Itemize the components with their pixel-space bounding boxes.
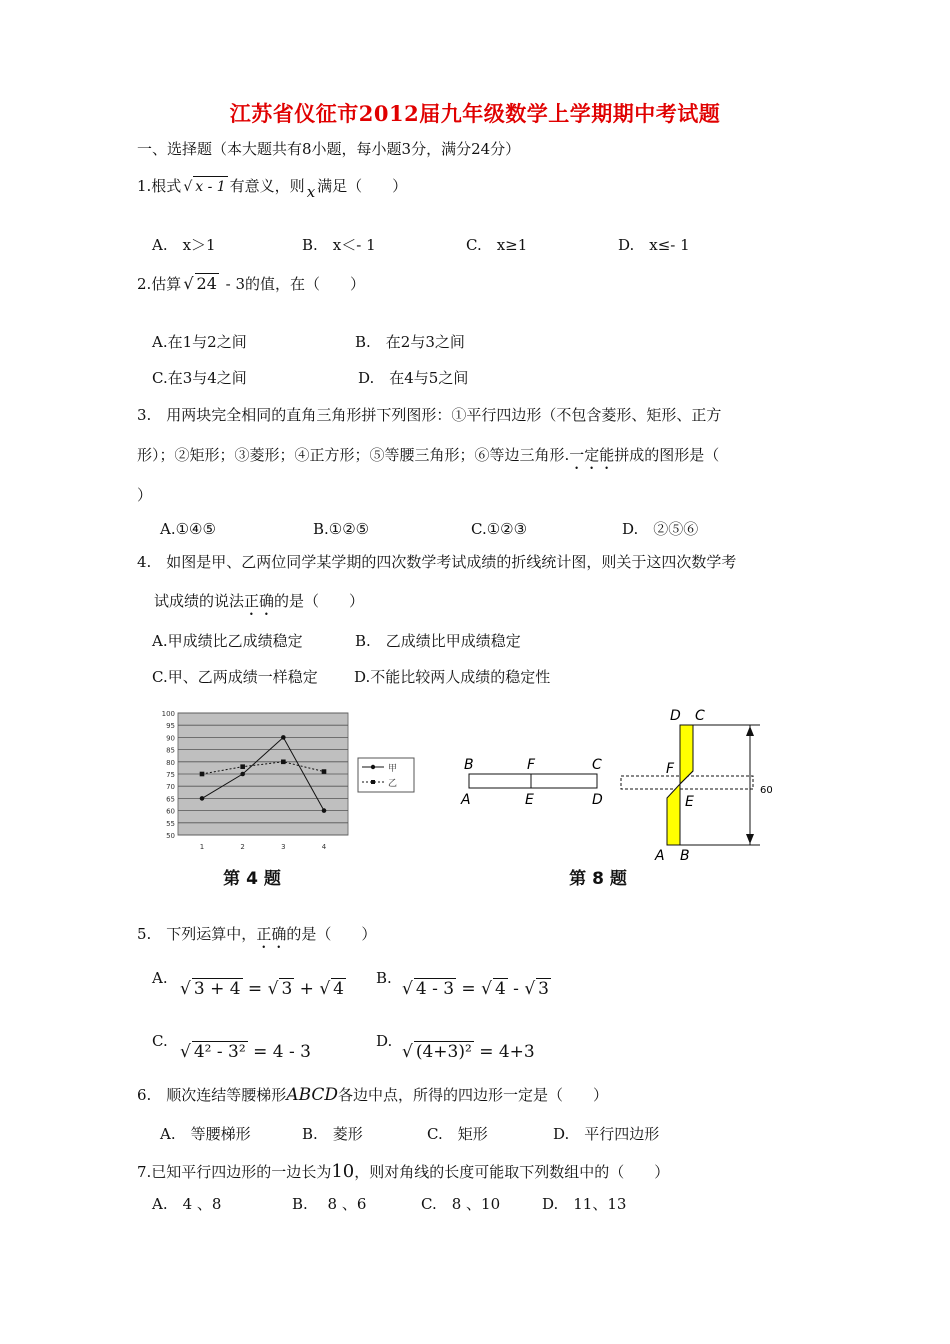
q3-emphasis: 一定能 (569, 446, 615, 464)
q3-option-b: B.①②⑤ (313, 520, 370, 538)
q4-option-c: C.甲、乙两成绩一样稳定 (152, 668, 318, 686)
q6-option-d: D. 平行四边形 (553, 1125, 660, 1143)
q5-a-plus: + (294, 979, 320, 999)
q1-option-b: B. x＜- 1 (302, 236, 376, 254)
q7-stem-post: ，则对角线的长度可能取下列数组中的（ ） (354, 1163, 670, 1181)
q7-option-a: A. 4 、8 (152, 1195, 222, 1213)
q5-b-eq: = (456, 979, 482, 999)
folded-strip (667, 725, 693, 845)
q1-var: x (306, 183, 316, 201)
q5-a-radical1: √ 3 + 4 (180, 979, 241, 999)
x-tick-label: 3 (281, 843, 286, 851)
dashed-strip (621, 776, 753, 789)
y-tick-label: 70 (166, 783, 175, 792)
q3-line2-pre: 形）；②矩形；③菱形；④正方形；⑤等腰三角形；⑥等边三角形. (137, 446, 570, 464)
q3-option-c: C.①②③ (471, 520, 528, 538)
q3-option-d: D. ②⑤⑥ (622, 520, 699, 538)
q5-b-radical3: √ 3 (524, 979, 549, 999)
q3-line2 (137, 445, 719, 473)
q5-a-radicand3: 4 (333, 979, 344, 999)
label-a-left: A (461, 792, 471, 808)
q5-b-radicand3: 3 (538, 979, 549, 999)
dim-value: 60 (760, 785, 773, 796)
data-point-jia (281, 735, 286, 740)
y-tick-labels (162, 710, 175, 840)
q5-b-radicand2: 4 (494, 979, 506, 999)
data-point-yi (322, 769, 327, 774)
y-tick-label: 60 (166, 807, 175, 816)
q5-d-radicand: (4+3)² (415, 1042, 472, 1062)
label-c-right: C (695, 708, 705, 724)
y-tick-label: 65 (166, 795, 175, 804)
y-tick-label: 95 (166, 722, 175, 731)
label-a-right: A (655, 848, 665, 864)
legend-marker-jia (371, 765, 375, 769)
q2-radical: √ 24 (183, 274, 217, 293)
q3-line3: ） (137, 486, 153, 504)
q1-option-c: C. x≥1 (466, 236, 528, 254)
x-tick-label: 4 (321, 843, 327, 851)
label-b-right: B (680, 848, 690, 864)
q5-option-c-label: C. (152, 1032, 168, 1050)
q1-stem (137, 176, 408, 201)
q3-line1: 3. 用两块完全相同的直角三角形拼下列图形：①平行四边形（不包含菱形、矩形、正方 (137, 406, 722, 424)
y-tick-label: 50 (166, 832, 175, 840)
q2-radicand: 24 (196, 274, 217, 293)
label-c-left: C (592, 757, 602, 773)
fig8-diagram (450, 705, 790, 890)
q5-a-radical2: √ 3 (267, 979, 293, 999)
q2-stem (137, 273, 365, 294)
q5-emphasis: 正确 (256, 925, 287, 943)
q5-option-a (180, 978, 346, 999)
q5-a-radical3: √ 4 (319, 979, 344, 999)
data-point-jia (200, 796, 205, 801)
q2-minus: - 3 (220, 275, 246, 293)
q1-stem-post: 有意义，则 (229, 177, 305, 195)
x-tick-label: 2 (240, 843, 245, 851)
q7-option-d: D. 11、13 (542, 1195, 627, 1213)
y-tick-label: 90 (166, 734, 175, 743)
q4-line2-pre: 试成绩的说法 (154, 592, 245, 610)
q7-option-c: C. 8 、10 (421, 1195, 501, 1213)
q6-option-a: A. 等腰梯形 (160, 1125, 251, 1143)
q5-b-minus: - (507, 979, 525, 999)
q5-d-result: = 4+3 (473, 1042, 535, 1062)
data-point-jia (240, 772, 245, 777)
dim-arrow-bottom (746, 834, 754, 844)
label-d-left: D (592, 792, 603, 808)
label-f-left: F (527, 757, 536, 773)
q5-b-radicand1: 4 - 3 (415, 979, 455, 999)
y-tick-label: 100 (161, 710, 175, 718)
y-tick-label: 55 (166, 819, 175, 828)
data-point-yi (240, 764, 245, 769)
q5-option-d-label: D. (376, 1032, 393, 1050)
q4-option-a: A.甲成绩比乙成绩稳定 (152, 632, 303, 650)
q1-radicand: x - 1 (193, 176, 227, 197)
q4-option-b: B. 乙成绩比甲成绩稳定 (355, 632, 521, 650)
q5-b-radical2: √ 4 (481, 979, 506, 999)
fig4-chart (150, 705, 420, 890)
q1-stem-pre: 1.根式 (137, 177, 182, 195)
q5-option-b (402, 978, 551, 999)
x-tick-label: 1 (199, 843, 205, 851)
q1-stem-end: 满足（ ） (317, 177, 408, 195)
y-tick-label: 85 (166, 746, 175, 755)
q3-option-a: A.①④⑤ (160, 520, 216, 538)
fig4-caption: 第 4 题 (223, 869, 281, 889)
legend-label-yi: 乙 (388, 779, 398, 789)
q7-stem (137, 1162, 669, 1182)
legend-box (358, 758, 414, 792)
q3-line2-post: 拼成的图形是（ (614, 446, 720, 464)
data-point-yi (281, 760, 286, 765)
q5-option-a-label: A. (152, 969, 168, 987)
q5-d-radical: √ (4+3)² (402, 1042, 472, 1062)
q4-emphasis: 正确 (244, 592, 275, 610)
q6-var: ABCD (286, 1085, 339, 1105)
q6-stem (137, 1085, 608, 1105)
q6-option-c: C. 矩形 (427, 1125, 488, 1143)
q6-option-b: B. 菱形 (302, 1125, 363, 1143)
q5-b-radical1: √ 4 - 3 (402, 979, 455, 999)
q2-stem-pre: 2.估算 (137, 275, 182, 293)
q4-line1: 4. 如图是甲、乙两位同学某学期的四次数学考试成绩的折线统计图，则关于这四次数学考 (137, 553, 737, 571)
q2-option-c: C.在3与4之间 (152, 369, 247, 387)
q5-c-radicand: 4² - 3² (193, 1042, 246, 1062)
q5-c-radical: √ 4² - 3² (180, 1042, 246, 1062)
q5-a-radicand1: 3 + 4 (193, 979, 241, 999)
q5-a-eq: = (242, 979, 268, 999)
label-e-right: E (685, 794, 694, 810)
data-point-jia (322, 808, 327, 813)
q2-stem-post: 的值，在（ ） (245, 275, 366, 293)
y-tick-label: 75 (166, 771, 175, 779)
section-heading: 一、选择题（本大题共有8小题，每小题3分，满分24分） (137, 140, 521, 158)
q6-stem-post: 各边中点，所得的四边形一定是（ ） (338, 1086, 609, 1104)
data-point-yi (200, 772, 205, 777)
label-e-left: E (525, 792, 534, 808)
q5-a-radicand2: 3 (281, 979, 293, 999)
legend-marker-yi (371, 780, 375, 784)
q2-option-d: D. 在4与5之间 (358, 369, 469, 387)
legend-label-jia: 甲 (388, 764, 398, 774)
x-tick-labels (200, 843, 327, 851)
q2-option-b: B. 在2与3之间 (355, 333, 465, 351)
y-tick-label: 80 (166, 758, 175, 767)
fig8-caption: 第 8 题 (569, 869, 627, 889)
q5-stem-post: 的是（ ） (286, 925, 377, 943)
q4-option-d: D.不能比较两人成绩的稳定性 (354, 668, 551, 686)
label-d-right: D (670, 708, 681, 724)
q6-stem-pre: 6. 顺次连结等腰梯形 (137, 1086, 287, 1104)
q7-stem-pre: 7.已知平行四边形的一边长为 (137, 1163, 332, 1181)
q5-option-c (180, 1041, 311, 1062)
q1-radical: √ x - 1 (183, 176, 227, 197)
q1-option-d: D. x≤- 1 (618, 236, 690, 254)
q2-option-a: A.在1与2之间 (152, 333, 247, 351)
q4-line2-post: 的是（ ） (274, 592, 365, 610)
q5-stem (137, 924, 376, 952)
q5-c-result: = 4 - 3 (247, 1042, 311, 1062)
page-title: 江苏省仪征市2012届九年级数学上学期期中考试题 (229, 101, 721, 126)
q7-option-b: B. 8 、6 (292, 1195, 367, 1213)
dim-arrow-top (746, 726, 754, 736)
q1-option-a: A. x＞1 (152, 236, 216, 254)
q7-num: 10 (331, 1161, 355, 1182)
q5-option-b-label: B. (376, 969, 392, 987)
label-f-right: F (666, 761, 675, 777)
label-b-left: B (464, 757, 474, 773)
q4-line2 (154, 591, 364, 619)
strip-rectangle (469, 774, 597, 788)
q5-stem-pre: 5. 下列运算中， (137, 925, 257, 943)
q5-option-d (402, 1041, 535, 1062)
